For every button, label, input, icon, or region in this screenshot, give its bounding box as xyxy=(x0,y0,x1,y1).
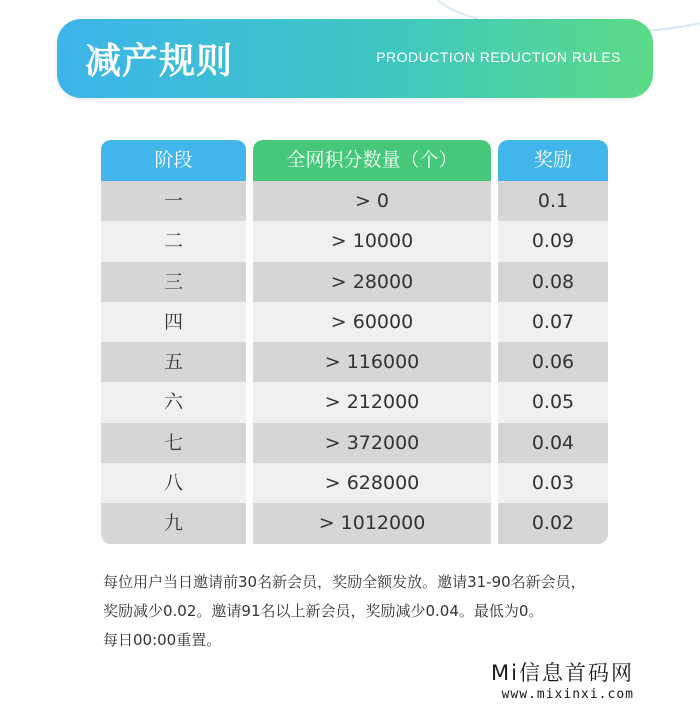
cell-reward: 0.06 xyxy=(498,342,608,382)
cell-points: > 212000 xyxy=(253,382,491,422)
cell-points: > 116000 xyxy=(253,342,491,382)
rules-notes xyxy=(103,568,643,655)
watermark-url: www.mixinxi.com xyxy=(501,687,634,702)
table-row xyxy=(101,262,608,302)
cell-stage: 二 xyxy=(101,221,246,261)
header-stage: 阶段 xyxy=(101,140,246,181)
notes-line-2: 奖励减少0.02。邀请91名以上新会员，奖励减少0.04。最低为0。 xyxy=(103,602,544,620)
cell-reward: 0.03 xyxy=(498,463,608,503)
cell-points: > 372000 xyxy=(253,423,491,463)
table-row xyxy=(101,423,608,463)
cell-stage: 八 xyxy=(101,463,246,503)
table-row xyxy=(101,181,608,221)
banner-title: 减产规则 xyxy=(85,41,234,82)
cell-points: > 10000 xyxy=(253,221,491,261)
notes-line-1: 每位用户当日邀请前30名新会员，奖励全额发放。邀请31-90名新会员， xyxy=(103,573,586,591)
watermark-title: Mi信息首码网 xyxy=(491,661,634,685)
cell-points: > 628000 xyxy=(253,463,491,503)
cell-reward: 0.08 xyxy=(498,262,608,302)
cell-points: > 28000 xyxy=(253,262,491,302)
cell-stage: 四 xyxy=(101,302,246,342)
table-body xyxy=(101,181,608,544)
watermark xyxy=(491,657,634,702)
cell-stage: 一 xyxy=(101,181,246,221)
cell-points: > 0 xyxy=(253,181,491,221)
table-row xyxy=(101,463,608,503)
header-reward: 奖励 xyxy=(498,140,608,181)
notes-line-3: 每日00:00重置。 xyxy=(103,631,222,649)
table-row xyxy=(101,503,608,543)
cell-reward: 0.04 xyxy=(498,423,608,463)
cell-stage: 三 xyxy=(101,262,246,302)
table-row xyxy=(101,302,608,342)
cell-stage: 五 xyxy=(101,342,246,382)
cell-points: > 1012000 xyxy=(253,503,491,543)
cell-reward: 0.09 xyxy=(498,221,608,261)
cell-stage: 九 xyxy=(101,503,246,543)
title-banner xyxy=(57,19,653,98)
cell-reward: 0.07 xyxy=(498,302,608,342)
banner-subtitle: PRODUCTION REDUCTION RULES xyxy=(376,49,621,65)
cell-stage: 六 xyxy=(101,382,246,422)
cell-reward: 0.05 xyxy=(498,382,608,422)
table-row xyxy=(101,382,608,422)
cell-reward: 0.02 xyxy=(498,503,608,543)
cell-reward: 0.1 xyxy=(498,181,608,221)
cell-stage: 七 xyxy=(101,423,246,463)
cell-points: > 60000 xyxy=(253,302,491,342)
reduction-table xyxy=(101,140,608,544)
table-row xyxy=(101,221,608,261)
header-points: 全网积分数量（个） xyxy=(253,140,491,181)
table-row xyxy=(101,342,608,382)
table-header xyxy=(101,140,608,181)
